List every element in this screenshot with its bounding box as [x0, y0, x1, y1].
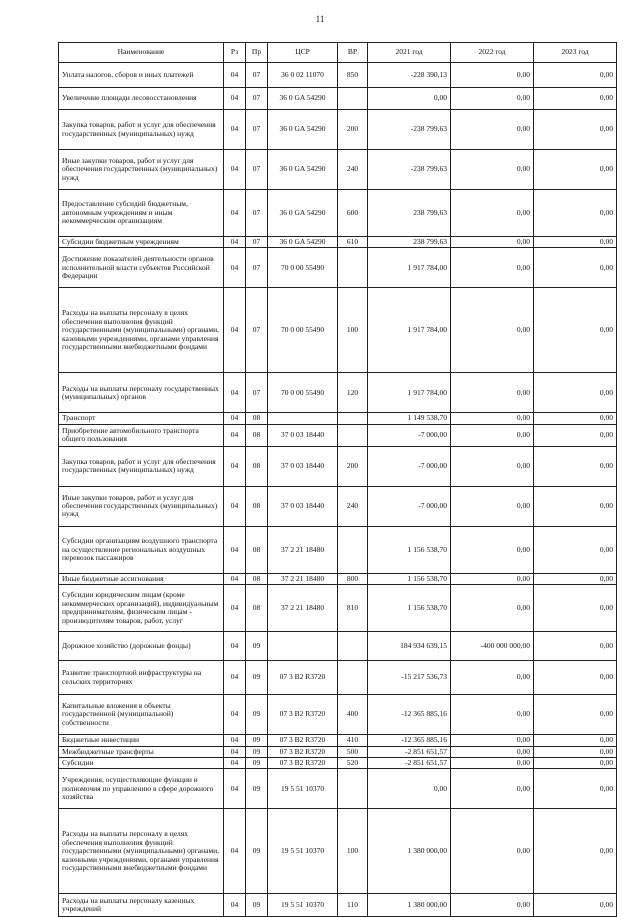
row-name: Иные бюджетные ассигнования: [59, 573, 224, 584]
row-amount-2022: 0,00: [451, 894, 534, 917]
row-section: 04: [224, 424, 246, 446]
row-amount-2021: -7 000,00: [368, 446, 451, 486]
row-amount-2023: 0,00: [534, 894, 617, 917]
row-expense-type: [338, 526, 368, 573]
row-name: Дорожное хозяйство (дорожные фонды): [59, 632, 224, 661]
row-amount-2021: 1 380 000,00: [368, 809, 451, 894]
row-section: 04: [224, 573, 246, 584]
row-section: 04: [224, 486, 246, 526]
row-name: Субсидии организациям воздушного транспорта на осуществление региональных воздушных перевозок пассажиров: [59, 526, 224, 573]
table-row: [59, 735, 617, 746]
row-amount-2023: 0,00: [534, 757, 617, 768]
row-expense-type: 810: [338, 585, 368, 632]
table-row: [59, 585, 617, 632]
row-section: 04: [224, 526, 246, 573]
row-target-article: 37 0 03 18440: [268, 486, 338, 526]
table-row: [59, 88, 617, 110]
row-target-article: 07 3 B2 R3720: [268, 757, 338, 768]
row-name: Бюджетные инвестиции: [59, 735, 224, 746]
row-amount-2023: 0,00: [534, 585, 617, 632]
row-name: Субсидии: [59, 757, 224, 768]
row-expense-type: 110: [338, 894, 368, 917]
row-target-article: 37 0 03 18440: [268, 446, 338, 486]
header-rz: Рз: [224, 43, 246, 63]
row-amount-2021: 184 934 639,15: [368, 632, 451, 661]
row-amount-2021: 1 156 538,70: [368, 526, 451, 573]
row-subsection: 09: [246, 746, 268, 757]
row-amount-2021: -7 000,00: [368, 424, 451, 446]
row-subsection: 09: [246, 632, 268, 661]
row-name: Уплата налогов, сборов и иных платежей: [59, 63, 224, 88]
row-amount-2022: 0,00: [451, 585, 534, 632]
table-row: [59, 661, 617, 695]
row-amount-2022: 0,00: [451, 769, 534, 809]
row-target-article: 70 0 00 55490: [268, 248, 338, 288]
row-amount-2023: 0,00: [534, 373, 617, 413]
row-section: 04: [224, 88, 246, 110]
header-2023: 2023 год: [534, 43, 617, 63]
row-section: 04: [224, 413, 246, 424]
row-amount-2022: 0,00: [451, 661, 534, 695]
row-name: Приобретение автомобильного транспорта общего пользования: [59, 424, 224, 446]
row-amount-2021: -12 365 885,16: [368, 695, 451, 735]
row-section: 04: [224, 585, 246, 632]
row-name: Учреждения, осуществляющие функции и полномочия по управлению в сфере дорожного хозяйства: [59, 769, 224, 809]
page-number: 11: [315, 14, 325, 24]
row-amount-2023: 0,00: [534, 573, 617, 584]
row-target-article: 70 0 00 55490: [268, 373, 338, 413]
row-amount-2022: 0,00: [451, 110, 534, 150]
table-row: [59, 190, 617, 237]
row-expense-type: [338, 661, 368, 695]
table-row: [59, 110, 617, 150]
row-target-article: 19 5 51 10370: [268, 894, 338, 917]
row-target-article: 37 0 03 18440: [268, 424, 338, 446]
table-row: [59, 809, 617, 894]
row-amount-2023: 0,00: [534, 63, 617, 88]
row-subsection: 09: [246, 661, 268, 695]
table-row: [59, 446, 617, 486]
row-subsection: 08: [246, 413, 268, 424]
row-expense-type: [338, 248, 368, 288]
row-subsection: 07: [246, 63, 268, 88]
row-amount-2022: 0,00: [451, 746, 534, 757]
row-amount-2023: 0,00: [534, 809, 617, 894]
row-section: 04: [224, 809, 246, 894]
table-row: [59, 526, 617, 573]
row-expense-type: [338, 424, 368, 446]
row-expense-type: 240: [338, 486, 368, 526]
row-amount-2022: 0,00: [451, 486, 534, 526]
row-name: Субсидии бюджетным учреждениям: [59, 237, 224, 248]
budget-table: [58, 42, 617, 917]
table-row: [59, 288, 617, 373]
row-section: 04: [224, 632, 246, 661]
row-amount-2021: 238 799,63: [368, 237, 451, 248]
row-name: Достижение показателей деятельности органов исполнительной власти субъектов Российской Федерации: [59, 248, 224, 288]
row-section: 04: [224, 446, 246, 486]
row-amount-2023: 0,00: [534, 88, 617, 110]
row-name: Расходы на выплаты персоналу в целях обеспечения выполнения функций государственными (муниципальными) органами, казенными учреждениями, органами управления государственными внебюджетными фондами: [59, 809, 224, 894]
row-expense-type: [338, 769, 368, 809]
row-amount-2022: 0,00: [451, 150, 534, 190]
row-subsection: 07: [246, 110, 268, 150]
row-target-article: 36 0 GA 54290: [268, 190, 338, 237]
row-target-article: 37 2 21 18480: [268, 573, 338, 584]
row-amount-2021: -228 390,13: [368, 63, 451, 88]
row-expense-type: 100: [338, 809, 368, 894]
table-body: [59, 63, 617, 917]
row-amount-2022: 0,00: [451, 735, 534, 746]
row-amount-2022: 0,00: [451, 190, 534, 237]
row-expense-type: 200: [338, 446, 368, 486]
row-amount-2021: -15 217 536,73: [368, 661, 451, 695]
table-row: [59, 63, 617, 88]
row-section: 04: [224, 695, 246, 735]
table-row: [59, 632, 617, 661]
row-section: 04: [224, 190, 246, 237]
row-name: Иные закупки товаров, работ и услуг для обеспечения государственных (муниципальных) нужд: [59, 150, 224, 190]
table-row: [59, 695, 617, 735]
row-target-article: 07 3 B2 R3720: [268, 661, 338, 695]
row-target-article: 37 2 21 18480: [268, 526, 338, 573]
row-amount-2021: 1 156 538,70: [368, 573, 451, 584]
row-subsection: 09: [246, 894, 268, 917]
row-amount-2023: 0,00: [534, 746, 617, 757]
row-expense-type: 800: [338, 573, 368, 584]
row-amount-2021: -2 851 651,57: [368, 746, 451, 757]
row-subsection: 07: [246, 248, 268, 288]
row-amount-2023: 0,00: [534, 190, 617, 237]
row-section: 04: [224, 757, 246, 768]
header-2022: 2022 год: [451, 43, 534, 63]
table-row: [59, 424, 617, 446]
table-row: [59, 373, 617, 413]
row-subsection: 09: [246, 695, 268, 735]
row-name: Закупка товаров, работ и услуг для обеспечения государственных (муниципальных) нужд: [59, 110, 224, 150]
row-subsection: 08: [246, 446, 268, 486]
table-row: [59, 248, 617, 288]
row-subsection: 08: [246, 573, 268, 584]
table-row: [59, 757, 617, 768]
row-target-article: 19 5 51 10370: [268, 769, 338, 809]
row-name: Расходы на выплаты персоналу в целях обеспечения выполнения функций государственными (муниципальными) органами, казенными учреждениями, органами управления государственными внебюджетными фондами: [59, 288, 224, 373]
table-row: [59, 237, 617, 248]
row-amount-2022: 0,00: [451, 237, 534, 248]
row-expense-type: 100: [338, 288, 368, 373]
row-section: 04: [224, 746, 246, 757]
row-amount-2022: 0,00: [451, 288, 534, 373]
row-name: Субсидии юридическим лицам (кроме некоммерческих организаций), индивидуальным предпринимателям, физическим лицам - производителям товаров, работ, услуг: [59, 585, 224, 632]
row-amount-2023: 0,00: [534, 237, 617, 248]
row-amount-2023: 0,00: [534, 695, 617, 735]
row-target-article: 36 0 GA 54290: [268, 150, 338, 190]
row-section: 04: [224, 63, 246, 88]
table-row: [59, 486, 617, 526]
header-2021: 2021 год: [368, 43, 451, 63]
row-expense-type: 410: [338, 735, 368, 746]
row-section: 04: [224, 769, 246, 809]
row-section: 04: [224, 894, 246, 917]
row-name: Предоставление субсидий бюджетным, автономным учреждениям и иным некоммерческим организациям: [59, 190, 224, 237]
row-amount-2021: 1 380 000,00: [368, 894, 451, 917]
row-amount-2023: 0,00: [534, 288, 617, 373]
row-amount-2022: 0,00: [451, 573, 534, 584]
header-csr: ЦСР: [268, 43, 338, 63]
row-amount-2022: 0,00: [451, 526, 534, 573]
row-target-article: 36 0 02 11070: [268, 63, 338, 88]
row-expense-type: 400: [338, 695, 368, 735]
row-amount-2022: 0,00: [451, 63, 534, 88]
row-name: Межбюджетные трансферты: [59, 746, 224, 757]
row-amount-2023: 0,00: [534, 769, 617, 809]
row-name: Капитальные вложения в объекты государственной (муниципальной) собственности: [59, 695, 224, 735]
row-target-article: 07 3 B2 R3720: [268, 695, 338, 735]
row-name: Увеличение площади лесовосстановления: [59, 88, 224, 110]
row-amount-2023: 0,00: [534, 661, 617, 695]
row-subsection: 09: [246, 769, 268, 809]
header-name: Наименование: [59, 43, 224, 63]
row-amount-2022: 0,00: [451, 413, 534, 424]
row-subsection: 07: [246, 88, 268, 110]
header-vr: ВР: [338, 43, 368, 63]
row-section: 04: [224, 288, 246, 373]
row-subsection: 09: [246, 735, 268, 746]
row-amount-2022: 0,00: [451, 695, 534, 735]
row-section: 04: [224, 110, 246, 150]
row-amount-2022: 0,00: [451, 446, 534, 486]
row-subsection: 08: [246, 424, 268, 446]
table-row: [59, 769, 617, 809]
row-amount-2021: -238 799,63: [368, 110, 451, 150]
row-amount-2021: 0,00: [368, 769, 451, 809]
row-amount-2021: 1 156 538,70: [368, 585, 451, 632]
row-amount-2021: -7 000,00: [368, 486, 451, 526]
row-section: 04: [224, 661, 246, 695]
row-expense-type: 520: [338, 757, 368, 768]
row-subsection: 07: [246, 373, 268, 413]
row-amount-2021: 238 799,63: [368, 190, 451, 237]
row-amount-2023: 0,00: [534, 526, 617, 573]
row-amount-2021: -238 799,63: [368, 150, 451, 190]
row-expense-type: 850: [338, 63, 368, 88]
row-subsection: 08: [246, 526, 268, 573]
row-amount-2023: 0,00: [534, 150, 617, 190]
row-amount-2021: 0,00: [368, 88, 451, 110]
row-target-article: 07 3 B2 R3720: [268, 735, 338, 746]
row-section: 04: [224, 237, 246, 248]
row-expense-type: [338, 88, 368, 110]
row-section: 04: [224, 150, 246, 190]
row-amount-2023: 0,00: [534, 486, 617, 526]
row-subsection: 09: [246, 757, 268, 768]
table-header-row: [59, 43, 617, 63]
table-row: [59, 746, 617, 757]
row-target-article: [268, 413, 338, 424]
row-expense-type: 200: [338, 110, 368, 150]
row-target-article: 07 3 B2 R3720: [268, 746, 338, 757]
row-target-article: 70 0 00 55490: [268, 288, 338, 373]
row-subsection: 08: [246, 486, 268, 526]
row-expense-type: [338, 413, 368, 424]
table-row: [59, 573, 617, 584]
row-amount-2023: 0,00: [534, 735, 617, 746]
row-amount-2021: 1 149 538,70: [368, 413, 451, 424]
row-expense-type: 610: [338, 237, 368, 248]
row-subsection: 07: [246, 237, 268, 248]
row-amount-2022: -400 000 000,00: [451, 632, 534, 661]
row-expense-type: 500: [338, 746, 368, 757]
row-amount-2022: 0,00: [451, 424, 534, 446]
row-amount-2022: 0,00: [451, 757, 534, 768]
row-amount-2022: 0,00: [451, 248, 534, 288]
row-target-article: 19 5 51 10370: [268, 809, 338, 894]
row-name: Транспорт: [59, 413, 224, 424]
row-target-article: 36 0 GA 54290: [268, 237, 338, 248]
row-subsection: 08: [246, 585, 268, 632]
row-name: Расходы на выплаты персоналу государственных (муниципальных) органов: [59, 373, 224, 413]
row-amount-2021: 1 917 784,00: [368, 373, 451, 413]
row-target-article: 37 2 21 18480: [268, 585, 338, 632]
row-amount-2023: 0,00: [534, 248, 617, 288]
row-name: Иные закупки товаров, работ и услуг для обеспечения государственных (муниципальных) нужд: [59, 486, 224, 526]
row-subsection: 07: [246, 190, 268, 237]
row-amount-2023: 0,00: [534, 446, 617, 486]
row-subsection: 07: [246, 288, 268, 373]
row-expense-type: [338, 632, 368, 661]
row-amount-2023: 0,00: [534, 413, 617, 424]
row-amount-2023: 0,00: [534, 110, 617, 150]
row-amount-2021: 1 917 784,00: [368, 248, 451, 288]
row-section: 04: [224, 735, 246, 746]
row-subsection: 09: [246, 809, 268, 894]
row-amount-2022: 0,00: [451, 88, 534, 110]
table-row: [59, 894, 617, 917]
row-amount-2022: 0,00: [451, 809, 534, 894]
row-expense-type: 120: [338, 373, 368, 413]
row-expense-type: 240: [338, 150, 368, 190]
row-target-article: [268, 632, 338, 661]
row-name: Закупка товаров, работ и услуг для обеспечения государственных (муниципальных) нужд: [59, 446, 224, 486]
row-name: Развитие транспортной инфраструктуры на сельских территориях: [59, 661, 224, 695]
row-name: Расходы на выплаты персоналу казенных учреждений: [59, 894, 224, 917]
row-amount-2023: 0,00: [534, 632, 617, 661]
table-row: [59, 150, 617, 190]
row-target-article: 36 0 GA 54290: [268, 110, 338, 150]
table-row: [59, 413, 617, 424]
row-amount-2021: -12 365 885,16: [368, 735, 451, 746]
row-amount-2022: 0,00: [451, 373, 534, 413]
row-amount-2023: 0,00: [534, 424, 617, 446]
row-section: 04: [224, 373, 246, 413]
row-amount-2021: 1 917 784,00: [368, 288, 451, 373]
row-target-article: 36 0 GA 54290: [268, 88, 338, 110]
row-section: 04: [224, 248, 246, 288]
header-pr: Пр: [246, 43, 268, 63]
row-expense-type: 600: [338, 190, 368, 237]
row-subsection: 07: [246, 150, 268, 190]
row-amount-2021: -2 851 651,57: [368, 757, 451, 768]
